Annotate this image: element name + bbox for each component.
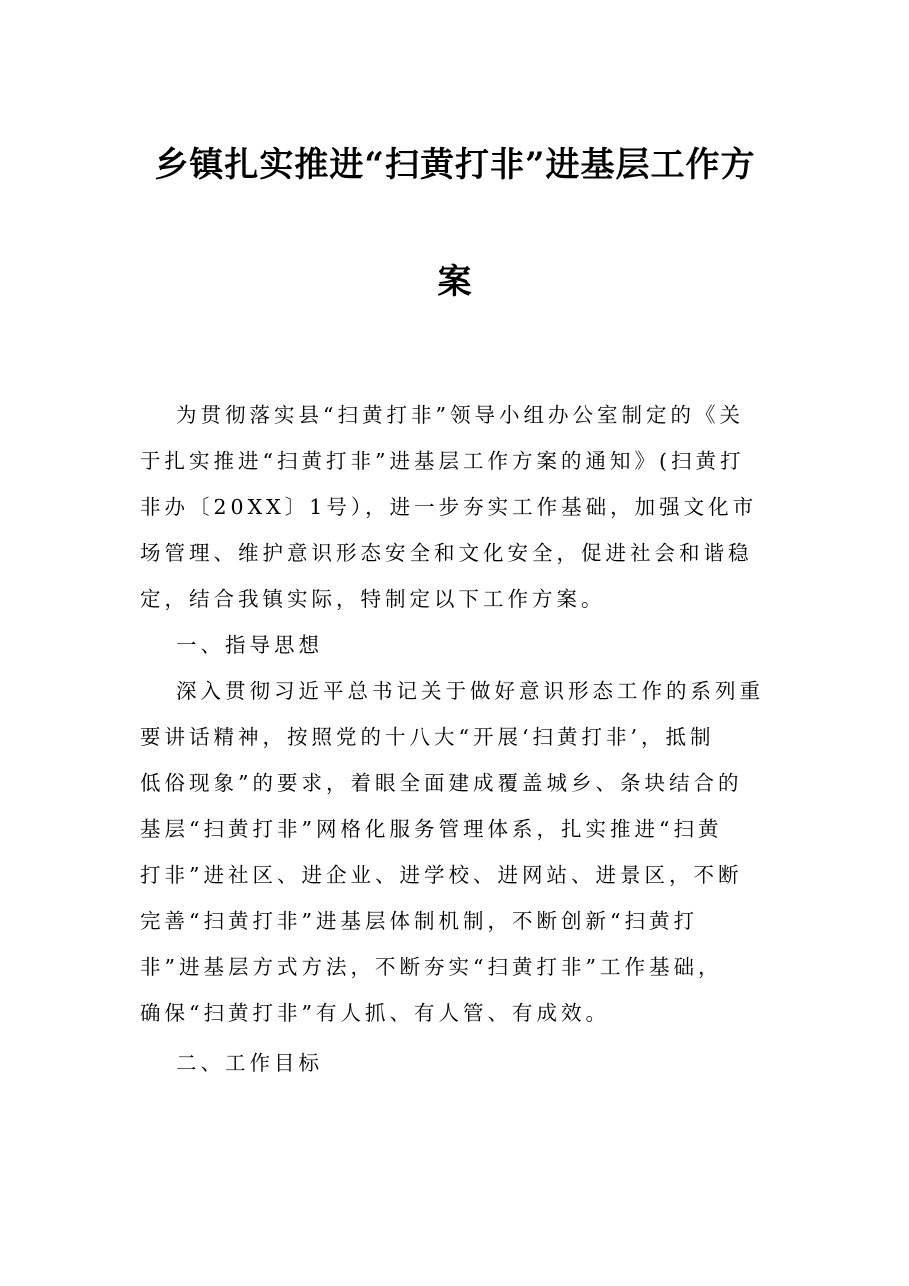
paragraph-2-line-6: 完善“扫黄打非”进基层体制机制，不断创新“扫黄打 (140, 909, 698, 933)
paragraph-2-line-5: 打非”进社区、进企业、进学校、进网站、进景区，不断 (140, 863, 743, 887)
section-heading-2: 二、工作目标 (176, 1051, 323, 1075)
paragraph-1-line-3: 非办〔20XX〕1号），进一步夯实工作基础，加强文化市 (140, 495, 758, 519)
paragraph-2-line-1: 深入贯彻习近平总书记关于做好意识形态工作的系列重 (176, 679, 764, 703)
paragraph-2-line-7: 非”进基层方式方法，不断夯实“扫黄打非”工作基础， (140, 955, 723, 979)
document-title-line-1: 乡镇扎实推进“扫黄打非”进基层工作方 (154, 145, 756, 185)
paragraph-1-line-1: 为贯彻落实县“扫黄打非”领导小组办公室制定的《关 (176, 403, 744, 427)
paragraph-2-line-8: 确保“扫黄打非”有人抓、有人管、有成效。 (140, 1001, 610, 1025)
paragraph-2-line-2: 要讲话精神，按照党的十八大“开展‘扫黄打非’，抵制 (140, 725, 715, 749)
paragraph-1-line-5: 定，结合我镇实际，特制定以下工作方案。 (140, 587, 606, 611)
paragraph-2-line-3: 低俗现象”的要求，着眼全面建成覆盖城乡、条块结合的 (140, 771, 743, 795)
paragraph-1-line-2: 于扎实推进“扫黄打非”进基层工作方案的通知》(扫黄打 (140, 449, 745, 473)
paragraph-1-line-4: 场管理、维护意识形态安全和文化安全，促进社会和谐稳 (140, 541, 753, 565)
paragraph-2-line-4: 基层“扫黄打非”网格化服务管理体系，扎实推进“扫黄 (140, 817, 723, 841)
section-heading-1: 一、指导思想 (176, 633, 323, 657)
document-title-line-2: 案 (437, 262, 473, 302)
